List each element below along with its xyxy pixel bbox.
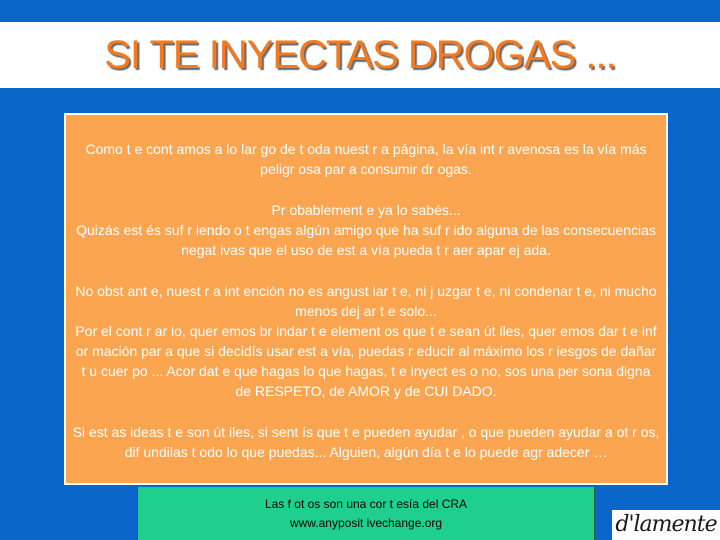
panel-text xyxy=(72,139,660,462)
paragraph-intro: Como t e cont amos a lo lar go de t oda nuest r a página, la vía int r avenosa es la vía más peligr osa par a consumir dr ogas. xyxy=(85,141,647,177)
paragraph-probably: Pr obablement e ya lo sabés... xyxy=(271,202,461,218)
brand-logo: d'lamente xyxy=(612,510,720,540)
photo-credit-box xyxy=(137,487,595,540)
paragraph-consequences: Quizás est és suf r iendo o t engas algún amigo que ha suf r ido alguna de las consecuencias negat ivas que el uso de est a vía pueda t r aer apar ej ada. xyxy=(76,222,656,258)
message-panel xyxy=(64,113,668,485)
credit-website-link[interactable]: www.anyposit ivechange.org xyxy=(289,516,443,530)
paragraph-share: Si est as ideas t e son út iles, si sent ís que t e pueden ayudar , o que pueden ayudar a ot r os, dif undilas t odo lo que puedas... Alguien, algún día t e lo puede agr adecer … xyxy=(72,424,660,460)
paragraph-respect: Por el cont r ar io, quer emos br indar t e element os que t e sean út iles, quer emos dar t e inf or mación par a que si decidís usar est a vía, puedas r educir al máximo los r iesgos de dañar t u cuer po ... Acor dat e que hagas lo que hagas, t e inyect es o no, sos una per sona digna de RESPETO, de AMOR y de CUI DADO. xyxy=(75,323,657,399)
paragraph-intention: No obst ant e, nuest r a int ención no es angust iar t e, ni j uzgar t e, ni condenar t e, ni mucho menos dej ar t e solo... xyxy=(75,283,657,319)
page-title: SI TE INYECTAS DROGAS ... xyxy=(104,33,616,77)
photo-credit-text: Las f ot os son una cor t esía del CRA xyxy=(264,497,468,511)
